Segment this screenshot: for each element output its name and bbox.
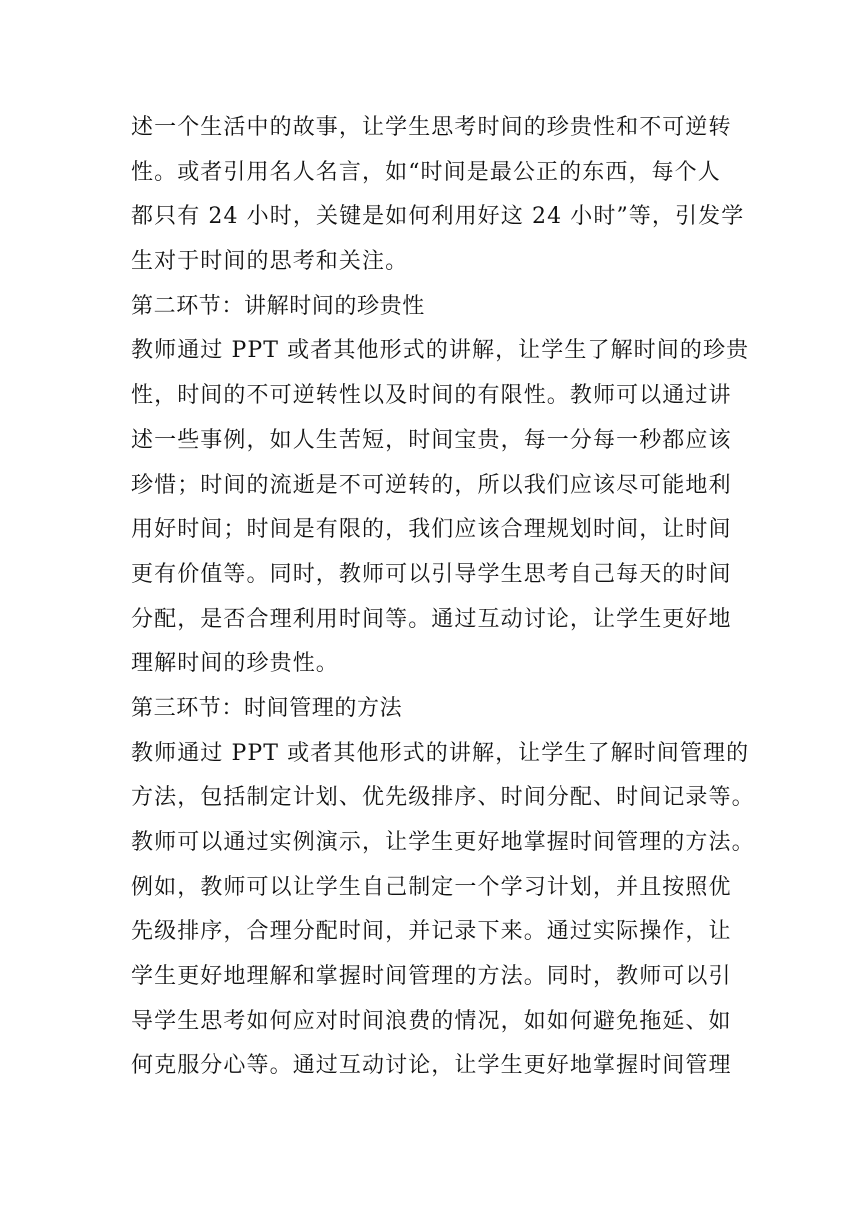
- body-line: 教师可以通过实例演示，让学生更好地掌握时间管理的方法。: [131, 830, 755, 855]
- body-line: 理解时间的珍贵性。: [131, 651, 339, 677]
- body-line: 教师通过 PPT 或者其他形式的讲解，让学生了解时间管理的: [131, 740, 750, 766]
- document-body: [131, 106, 755, 1089]
- body-line: 更有价值等。同时，教师可以引导学生思考自己每天的时间: [131, 561, 732, 587]
- body-line: 生对于时间的思考和关注。: [131, 249, 409, 275]
- section-heading: 第三环节：时间管理的方法: [131, 695, 403, 721]
- body-line: 都只有 24 小时，关键是如何利用好这 24 小时”等，引发学: [131, 204, 745, 230]
- body-line: 述一个生活中的故事，让学生思考时间的珍贵性和不可逆转: [131, 115, 732, 140]
- body-line: 性，时间的不可逆转性以及时间的有限性。教师可以通过讲: [131, 383, 732, 409]
- body-line: 教师通过 PPT 或者其他形式的讲解，让学生了解时间的珍贵: [131, 338, 750, 364]
- body-line: 何克服分心等。通过互动讨论，让学生更好地掌握时间管理: [131, 1053, 732, 1079]
- body-line: 用好时间；时间是有限的，我们应该合理规划时间，让时间: [131, 517, 732, 543]
- body-line: 先级排序，合理分配时间，并记录下来。通过实际操作，让: [131, 919, 732, 945]
- body-line: 方法，包括制定计划、优先级排序、时间分配、时间记录等。: [131, 785, 755, 811]
- body-line: 性。或者引用名人名言，如“时间是最公正的东西，每个人: [131, 159, 721, 185]
- section-heading: 第二环节：讲解时间的珍贵性: [131, 293, 425, 319]
- body-line: 学生更好地理解和掌握时间管理的方法。同时，教师可以引: [131, 964, 732, 990]
- body-line: 珍惜；时间的流逝是不可逆转的，所以我们应该尽可能地利: [131, 472, 732, 498]
- body-line: 分配，是否合理利用时间等。通过互动讨论，让学生更好地: [131, 606, 732, 632]
- body-line: 导学生思考如何应对时间浪费的情况，如如何避免拖延、如: [131, 1008, 732, 1034]
- body-line: 述一些事例，如人生苦短，时间宝贵，每一分每一秒都应该: [131, 427, 732, 453]
- body-line: 例如，教师可以让学生自己制定一个学习计划，并且按照优: [131, 874, 732, 900]
